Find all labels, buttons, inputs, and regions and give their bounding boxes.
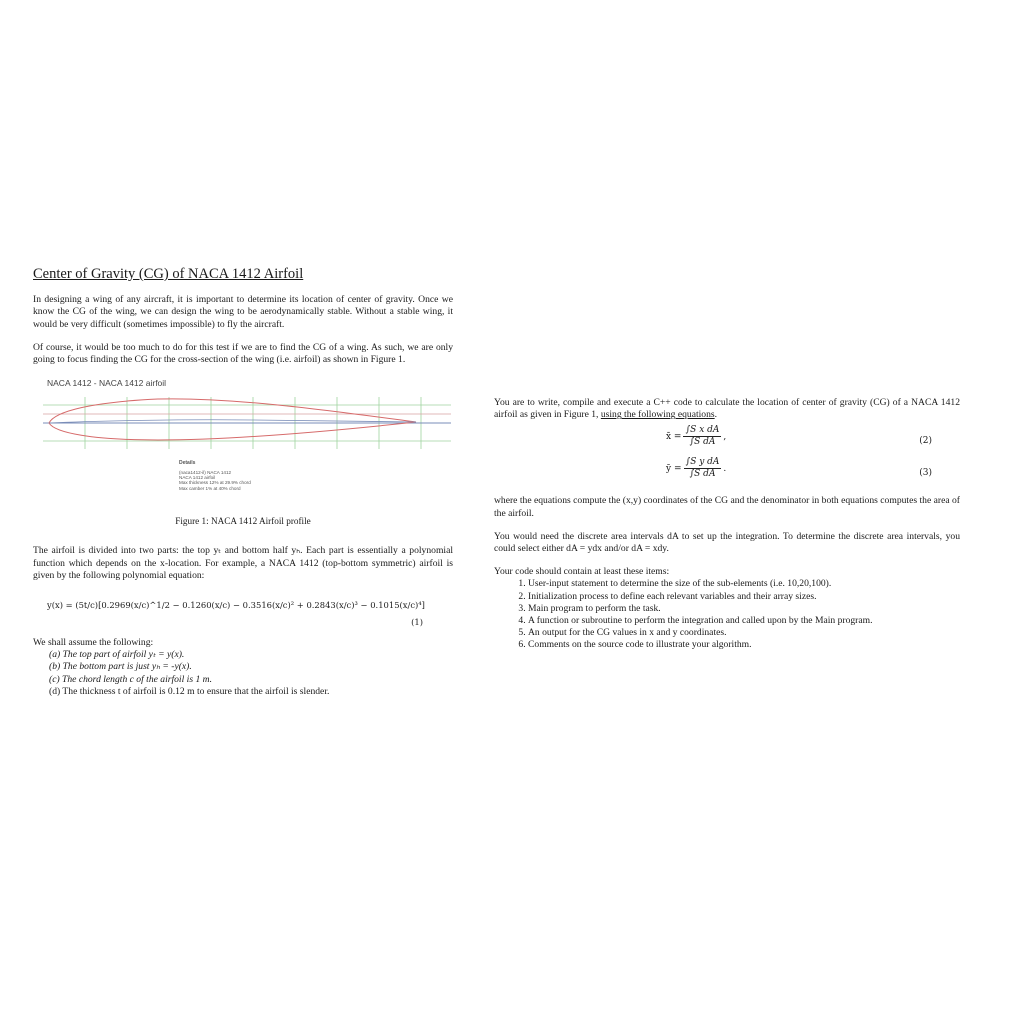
left-column — [33, 268, 453, 698]
airfoil-figure — [33, 377, 453, 507]
equation-2-number: (2) — [919, 436, 932, 447]
requirements-list — [494, 578, 960, 651]
list-item: (b) The bottom part is just yₕ = -y(x). — [49, 661, 192, 673]
equation-3-number: (3) — [919, 468, 932, 479]
list-item: (a) The top part of airfoil yₜ = y(x). — [49, 649, 185, 661]
cg-equations — [494, 425, 960, 491]
equation-1-number: (1) — [411, 617, 423, 628]
right-column — [494, 397, 960, 652]
requirements-heading: Your code should contain at least these items: — [494, 566, 670, 578]
intro-paragraph: In designing a wing of any aircraft, it is important to determine its location of center of gravity. Once we know the CG of the wing, we can design the wing to be aerodynamically stable. Without a stable wing, it would be very difficult (sometimes impossible) to fly the aircraft. — [33, 294, 453, 330]
figure-title: NACA 1412 - NACA 1412 airfoil — [47, 378, 167, 389]
list-item: 1. User-input statement to determine the size of the sub-elements (i.e. 10,20,100). — [528, 578, 960, 590]
list-item: (c) The chord length c of the airfoil is 1 m. — [49, 673, 212, 685]
scope-paragraph: Of course, it would be too much to do for this test if we are to find the CG of a wing. As such, we are only going to focus finding the CG for the cross-section of the wing (i.e. airfoil) as shown in Figure 1. — [33, 341, 453, 366]
list-item: (d) The thickness t of airfoil is 0.12 m to ensure that the airfoil is slender. — [49, 685, 330, 697]
figure-caption: Figure 1: NACA 1412 Airfoil profile — [175, 516, 311, 527]
polynomial-paragraph: The airfoil is divided into two parts: the top yₜ and bottom half yₕ. Each part is essentially a polynomial function which depends on the x-location. For example, a NACA 1412 (top-bottom symmetric) airfoil is given by the following polynomial equation: — [33, 545, 453, 581]
figure-details: Details (naca1412-il) NACA 1412 NACA 1412 airfoil Max thickness 12% at 29.9% chord Max camber 1% at 40% chord — [179, 460, 251, 491]
assumptions-heading: We shall assume the following: — [33, 637, 154, 649]
discrete-area-paragraph: You would need the discrete area intervals dA to set up the integration. To determine the discrete area intervals, you could select either dA = ydx and/or dA = xdy. — [494, 530, 960, 555]
airfoil-plot — [33, 377, 453, 457]
list-item: 5. An output for the CG values in x and y coordinates. — [528, 627, 960, 639]
equations-reference: using the following equations — [600, 409, 715, 421]
equation-2: x̄ = $\frac{\text{∫S x dA}}{\text{∫S dA}}$ , — [666, 425, 727, 448]
assumptions-list — [33, 649, 453, 698]
equation-1 — [33, 593, 453, 629]
list-item: 3. Main program to perform the task. — [528, 603, 960, 615]
document-title: Center of Gravity (CG) of NACA 1412 Airfoil — [33, 266, 304, 282]
task-paragraph: You are to write, compile and execute a C++ code to calculate the location of center of gravity (CG) of a NACA 1412 airfoil as given in Figure 1, using the following equations. — [494, 397, 960, 421]
equation-1-body: y(x) = (5t/c)[0.2969(x/c)^1/2 − 0.1260(x/c) − 0.3516(x/c)² + 0.2843(x/c)³ − 0.1015(x/c)⁴] — [47, 600, 425, 611]
list-item: 6. Comments on the source code to illustrate your algorithm. — [528, 639, 960, 651]
list-item: 4. A function or subroutine to perform the integration and called upon by the Main program. — [528, 615, 960, 627]
equation-3: ȳ = $\frac{\text{∫S y dA}}{\text{∫S dA}}$ . — [666, 457, 727, 480]
where-paragraph: where the equations compute the (x,y) coordinates of the CG and the denominator in both equations computes the area of the airfoil. — [494, 495, 960, 519]
list-item: 2. Initialization process to define each relevant variables and their array sizes. — [528, 591, 960, 603]
